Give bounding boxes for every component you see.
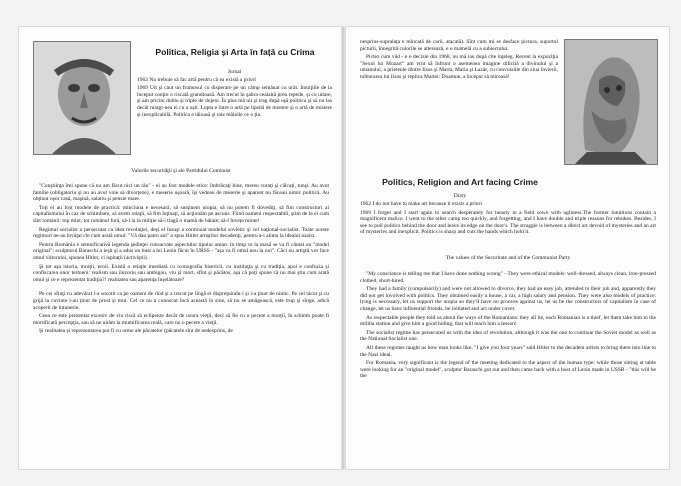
- paragraph: The socialist regime has persecuted us with the idea of revolution, although it was the one to continue the Soviet model as well as the National Socialist one.: [360, 329, 656, 343]
- paragraph: For Romania, very significant is the legend of the meeting dedicated to the aspect of the human type: while those sitting at table were looking for an "original model", sculptor Baraschi got out and then came back with a bust of Lenin made in USSR - "this will be the: [360, 360, 656, 380]
- right-title: Politics, Religion and Art facing Crime: [382, 177, 538, 187]
- paragraph: As respectable people they told us about the ways of the Romanians: they all lie, each Romanian is a thief, let them take him to the militia station and give him a good hiding, that will teach him a lesson!: [360, 314, 656, 328]
- paragraph: Toţi ei au fost modele de practică: minciuna e necesară, să susţinem utopia, să nu putem fi dovediţi, să fim constructori ai capitalismului în caz de schimbare, să avem relaţii, să fim înţinaţi, să acţionăm pe ascuns. Fiind oameni respectabili, ştim de la ei cum sînt românii: top mint, tot românul fură, să-l ia la miliţie să-i tragă o mamă de bătaie; să-l învețe minte!: [33, 204, 329, 224]
- paragraph: Pe cei sfinţi cu adevărat i-a socotit ca pe oameni de rînd şi a trecut pe lîngă ei dispreţuindu-i şi i-a ţinut de nimic. Pe cel tăcut şi cu grijă la cuvinte l-au ţinut de prost şi mut. Cel ce nu a cunoscut încă această în sine, să nu se amăgească, este trup şi sînge, adică acoperit de întunerie.: [33, 291, 329, 311]
- right-subtitle: Diary: [453, 193, 467, 199]
- diary-line: 1969 I forget and I start again to search desperately for beauty in a field sown with ugliness.The former intuitions contain a magnificent malice. I went to the other camp too quickly, and forgetting, and I have double and triple reasons for rebukes. Besides, I see to pull politics behind the door and leave its edge on the door's. The struggle is between a direct art devoid of mysteries and an art of mysteries and inexplicit. Politics is sharp and cuts the hands which hold it.: [360, 209, 656, 236]
- paragraph: nesprins-supralaţa e mîncată de carii, atacată). Sînt cum mi se desface pictura, suportul picturii, înnegrită culorile se alterează, e o mamelă cu a subiectului.: [360, 39, 558, 52]
- paragraph: Regimul socialist a persecutat cu idea revoluţiei, deşi el însuşi a continuat modelul sovietic şi cel naţional-socialist. Toate aceste regimuri ne-au învăţat cle cum arată omul: "Vă dau patru ani" a spus Hitler artiştilor decadenţi, pentru a-i alinta la idealul nazist.: [33, 226, 329, 240]
- left-intro-line: 1962 Nu trebuie să fac artă pentru că ea există a priori: [137, 76, 256, 83]
- right-body: [360, 271, 656, 382]
- paragraph: "My conscience is telling me that I have done nothing wrong" - They were ethical models: well-dressed, always clean, iron-pressed clothed, short-hired.: [360, 271, 656, 284]
- left-intro-block: [137, 69, 332, 120]
- left-page: [19, 27, 342, 469]
- left-section-heading: Valorile securităţii şi ale Partidului Comunist: [131, 168, 231, 174]
- right-section-heading: The values of the Securitate and of the Communist Party: [445, 255, 571, 261]
- book-fold: [341, 27, 345, 469]
- paragraph: Ceea ce este prezentat excesiv de viu riscă să eclipseze decât de uzura vieţii, deci să fie cu o pecete a morţii, în schimb poate fi mortificată percepţia, sau să ne uităm la mumificarea reală, care nu o pecete a vieţii.: [33, 313, 329, 326]
- right-diary-block: [360, 201, 656, 238]
- right-top-block: [360, 39, 558, 83]
- left-title: Politica, Religia și Arta în față cu Crima: [155, 47, 315, 57]
- sculpture-photo: [564, 39, 658, 165]
- portrait-photo: [33, 41, 131, 155]
- left-intro-line: 1969 Uit şi caut un frumosul cu disperare pe un câmp semănat cu urât. Intuiţiile de la început conţin o riscată grandioasă. Am trecut în şabra cealaltă prea repede, şi cu uitare, şi am pricini dublu şi triple de dojeni. În plus mă uit şi trag după uşă politica şi să nu las decât margi-nea ei cu a uşii. Lupta e între o artă pe lipsită de mistere şi o artă de mistere şi inexplicabilă. Politica e tăioasă şi taie mâinile ce o ţin.: [137, 85, 332, 118]
- right-page: [346, 27, 669, 469]
- paragraph: All these regimes taught us how man looks like. "I give you four years" said Hitler to the decadent artists to bring them into line to the Nazi ideal.: [360, 344, 656, 358]
- paragraph: Şi tot aşa istoria, morţii, eroii. Există o relaţie imediată cu iconografia bisericii, cu instituţia şi cu tradiţia, apoi e confuzia şi confiscarea unor termeni: realism sau iluzoriu sau ambiguu, viu şi mort, sfînt şi păcătos, aşa că poţi spune că nu mai ştiu cum arată omul şi ce e reprezentat tradiţia?! realitatea sau aparenţa înşelătoare?: [33, 263, 329, 283]
- paragraph: Pictez cum văd - e o decizie din 1968, nu mă iau după cîte înţeleg. Recent la expoziţia "Sexul lui Mozart" am vrut să înfrunt o asemenea imagine dificilă a divinului şi a umanului, a prietenie dintre Iisus şi Marta, Maria şi Lazăr, cu convulsiile din ziua învierii, tulburarea lui Iisus şi replica Martei: Doamne, a început să miroasă!: [360, 54, 558, 80]
- left-body: [33, 183, 329, 337]
- paragraph: Şi realitatea şi reprezentarea pot fi cu urme ale păcatelor (păcatele sînt de nedesprins, de: [39, 328, 233, 335]
- diary-line: 1962 I do not have to make art because it exists a priori: [360, 201, 482, 207]
- paragraph: "Conştiinţa îmi spune că nu am făcut nici un rău" - ei au fost modele etice: îmbrăcaţi bine, mereu curaţi şi călcaţi, tunşi. Au avut familie (obligatoriu şi nu au avut voie să divorţeze), e meserie uşoară, îşi vedeau de meserie şi aparent nu făceau nimic politică. Au obţinut uşor casă, maşină, salariu şi pensie mare.: [33, 183, 329, 203]
- paragraph: They had a family (compulsorily) and were not allowed to divorce, they had an easy job, attended to their job and, apparently they did not get involved with politics. They obtained easily a house, a car, a high salary and pension. They were also models of practice: lying is necessary, let us support the utopia so they'll have no prooves against us, let us be the constructors of capitalism in case of change, let us have influential friends, be initiated and act under cover.: [360, 286, 656, 312]
- left-subtitle: Jurnal: [227, 69, 242, 75]
- paragraph: Pentru România e semnificativă legenda şedinţei consacrate aspectului tipului uman: în timp ce la masă se va fi căutat un "model original"; sculptorul Baraschi a ieşit şi a adus un bust a lui Lenin făcut în URSS - "aşa va fi omul nou la noi". Căci nu artiştii vor face omul viitorului, spunea Hitler, ci ispitaţii (activiştii).: [33, 241, 329, 261]
